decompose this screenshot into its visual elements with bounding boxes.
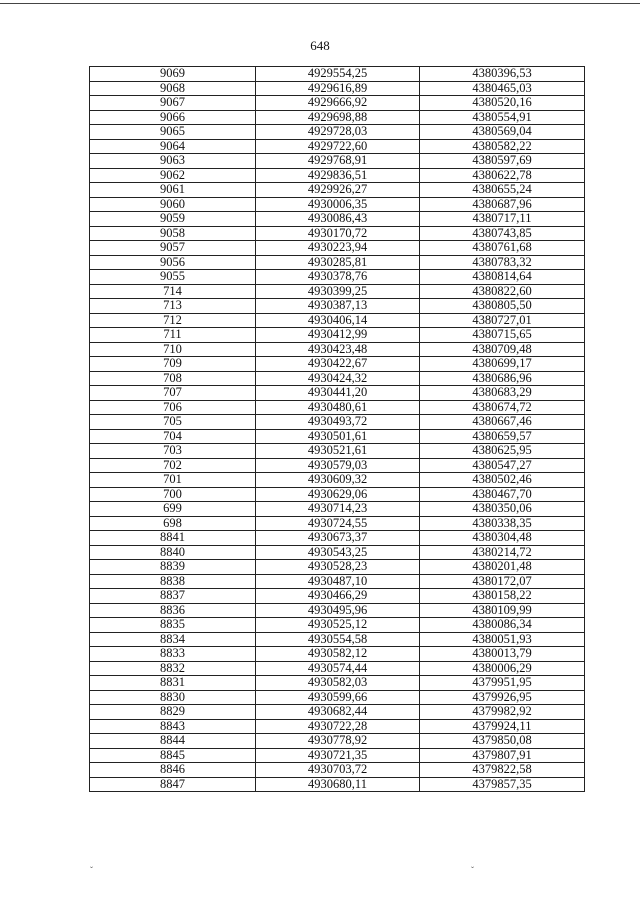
table-row: [90, 226, 585, 241]
table-row: [90, 560, 585, 575]
point-number-cell: 705: [90, 415, 256, 430]
x-coordinate-cell: 4930223,94: [256, 241, 420, 256]
point-number-cell: 8834: [90, 632, 256, 647]
y-coordinate-cell: 4380006,29: [420, 661, 585, 676]
table-row: [90, 212, 585, 227]
table-row: [90, 168, 585, 183]
x-coordinate-cell: 4930680,11: [256, 777, 420, 792]
table-row: [90, 371, 585, 386]
y-coordinate-cell: 4379822,58: [420, 763, 585, 778]
y-coordinate-cell: 4379951,95: [420, 676, 585, 691]
point-number-cell: 9062: [90, 168, 256, 183]
x-coordinate-cell: 4930480,61: [256, 400, 420, 415]
x-coordinate-cell: 4929728,03: [256, 125, 420, 140]
y-coordinate-cell: 4380655,24: [420, 183, 585, 198]
table-row: [90, 589, 585, 604]
point-number-cell: 9069: [90, 67, 256, 82]
point-number-cell: 9065: [90, 125, 256, 140]
table-row: [90, 632, 585, 647]
point-number-cell: 714: [90, 284, 256, 299]
y-coordinate-cell: 4379850,08: [420, 734, 585, 749]
point-number-cell: 8836: [90, 603, 256, 618]
point-number-cell: 8832: [90, 661, 256, 676]
x-coordinate-cell: 4930721,35: [256, 748, 420, 763]
x-coordinate-cell: 4930495,96: [256, 603, 420, 618]
point-number-cell: 8831: [90, 676, 256, 691]
table-row: [90, 81, 585, 96]
point-number-cell: 699: [90, 502, 256, 517]
y-coordinate-cell: 4380520,16: [420, 96, 585, 111]
table-row: [90, 154, 585, 169]
y-coordinate-cell: 4380683,29: [420, 386, 585, 401]
table-row: [90, 618, 585, 633]
table-row: [90, 386, 585, 401]
x-coordinate-cell: 4929768,91: [256, 154, 420, 169]
y-coordinate-cell: 4380822,60: [420, 284, 585, 299]
x-coordinate-cell: 4930629,06: [256, 487, 420, 502]
y-coordinate-cell: 4379926,95: [420, 690, 585, 705]
point-number-cell: 9058: [90, 226, 256, 241]
y-coordinate-cell: 4380465,03: [420, 81, 585, 96]
table-row: [90, 313, 585, 328]
x-coordinate-cell: 4930714,23: [256, 502, 420, 517]
point-number-cell: 8847: [90, 777, 256, 792]
y-coordinate-cell: 4380051,93: [420, 632, 585, 647]
point-number-cell: 8830: [90, 690, 256, 705]
x-coordinate-cell: 4929666,92: [256, 96, 420, 111]
point-number-cell: 9060: [90, 197, 256, 212]
table-row: [90, 429, 585, 444]
y-coordinate-cell: 4380715,65: [420, 328, 585, 343]
x-coordinate-cell: 4930574,44: [256, 661, 420, 676]
point-number-cell: 710: [90, 342, 256, 357]
y-coordinate-cell: 4380761,68: [420, 241, 585, 256]
table-row: [90, 574, 585, 589]
y-coordinate-cell: 4380172,07: [420, 574, 585, 589]
table-row: [90, 67, 585, 82]
y-coordinate-cell: 4380667,46: [420, 415, 585, 430]
point-number-cell: 9068: [90, 81, 256, 96]
x-coordinate-cell: 4930579,03: [256, 458, 420, 473]
table-row: [90, 516, 585, 531]
y-coordinate-cell: 4380597,69: [420, 154, 585, 169]
table-row: [90, 531, 585, 546]
x-coordinate-cell: 4930724,55: [256, 516, 420, 531]
point-number-cell: 9067: [90, 96, 256, 111]
x-coordinate-cell: 4930528,23: [256, 560, 420, 575]
scan-mark-left: ˇ: [90, 865, 93, 875]
table-row: [90, 284, 585, 299]
x-coordinate-cell: 4930554,58: [256, 632, 420, 647]
y-coordinate-cell: 4380502,46: [420, 473, 585, 488]
y-coordinate-cell: 4380338,35: [420, 516, 585, 531]
top-border-line: [0, 3, 640, 4]
table-row: [90, 676, 585, 691]
point-number-cell: 708: [90, 371, 256, 386]
x-coordinate-cell: 4930599,66: [256, 690, 420, 705]
table-row: [90, 357, 585, 372]
y-coordinate-cell: 4380569,04: [420, 125, 585, 140]
table-row: [90, 328, 585, 343]
x-coordinate-cell: 4930424,32: [256, 371, 420, 386]
x-coordinate-cell: 4930722,28: [256, 719, 420, 734]
point-number-cell: 9061: [90, 183, 256, 198]
point-number-cell: 700: [90, 487, 256, 502]
table-row: [90, 661, 585, 676]
x-coordinate-cell: 4930086,43: [256, 212, 420, 227]
y-coordinate-cell: 4380547,27: [420, 458, 585, 473]
table-row: [90, 255, 585, 270]
x-coordinate-cell: 4930673,37: [256, 531, 420, 546]
table-row: [90, 647, 585, 662]
y-coordinate-cell: 4380717,11: [420, 212, 585, 227]
point-number-cell: 9063: [90, 154, 256, 169]
point-number-cell: 8833: [90, 647, 256, 662]
table-row: [90, 96, 585, 111]
table-row: [90, 342, 585, 357]
table-row: [90, 458, 585, 473]
table-row: [90, 705, 585, 720]
y-coordinate-cell: 4380086,34: [420, 618, 585, 633]
x-coordinate-cell: 4930006,35: [256, 197, 420, 212]
y-coordinate-cell: 4380709,48: [420, 342, 585, 357]
coordinates-table-body: [90, 67, 585, 792]
table-row: [90, 777, 585, 792]
point-number-cell: 712: [90, 313, 256, 328]
x-coordinate-cell: 4929836,51: [256, 168, 420, 183]
table-row: [90, 487, 585, 502]
point-number-cell: 9057: [90, 241, 256, 256]
x-coordinate-cell: 4929698,88: [256, 110, 420, 125]
y-coordinate-cell: 4380554,91: [420, 110, 585, 125]
x-coordinate-cell: 4930412,99: [256, 328, 420, 343]
point-number-cell: 9059: [90, 212, 256, 227]
y-coordinate-cell: 4379807,91: [420, 748, 585, 763]
x-coordinate-cell: 4930406,14: [256, 313, 420, 328]
x-coordinate-cell: 4930285,81: [256, 255, 420, 270]
table-row: [90, 734, 585, 749]
x-coordinate-cell: 4930441,20: [256, 386, 420, 401]
page-number: 648: [310, 38, 330, 53]
point-number-cell: 8829: [90, 705, 256, 720]
point-number-cell: 702: [90, 458, 256, 473]
x-coordinate-cell: 4930582,12: [256, 647, 420, 662]
x-coordinate-cell: 4930378,76: [256, 270, 420, 285]
point-number-cell: 8835: [90, 618, 256, 633]
x-coordinate-cell: 4930521,61: [256, 444, 420, 459]
point-number-cell: 8843: [90, 719, 256, 734]
table-row: [90, 125, 585, 140]
table-row: [90, 444, 585, 459]
table-row: [90, 748, 585, 763]
y-coordinate-cell: 4380158,22: [420, 589, 585, 604]
x-coordinate-cell: 4930487,10: [256, 574, 420, 589]
x-coordinate-cell: 4930582,03: [256, 676, 420, 691]
point-number-cell: 707: [90, 386, 256, 401]
y-coordinate-cell: 4380743,85: [420, 226, 585, 241]
point-number-cell: 9066: [90, 110, 256, 125]
y-coordinate-cell: 4380396,53: [420, 67, 585, 82]
point-number-cell: 8844: [90, 734, 256, 749]
table-row: [90, 545, 585, 560]
table-row: [90, 241, 585, 256]
point-number-cell: 709: [90, 357, 256, 372]
x-coordinate-cell: 4930466,29: [256, 589, 420, 604]
point-number-cell: 698: [90, 516, 256, 531]
point-number-cell: 8838: [90, 574, 256, 589]
x-coordinate-cell: 4929616,89: [256, 81, 420, 96]
table-row: [90, 415, 585, 430]
x-coordinate-cell: 4930422,67: [256, 357, 420, 372]
y-coordinate-cell: 4380013,79: [420, 647, 585, 662]
point-number-cell: 8837: [90, 589, 256, 604]
point-number-cell: 8845: [90, 748, 256, 763]
x-coordinate-cell: 4930703,72: [256, 763, 420, 778]
table-row: [90, 400, 585, 415]
table-row: [90, 183, 585, 198]
x-coordinate-cell: 4930543,25: [256, 545, 420, 560]
y-coordinate-cell: 4380467,70: [420, 487, 585, 502]
point-number-cell: 8840: [90, 545, 256, 560]
point-number-cell: 8846: [90, 763, 256, 778]
y-coordinate-cell: 4380699,17: [420, 357, 585, 372]
y-coordinate-cell: 4380687,96: [420, 197, 585, 212]
point-number-cell: 703: [90, 444, 256, 459]
table-row: [90, 299, 585, 314]
table-row: [90, 270, 585, 285]
y-coordinate-cell: 4380350,06: [420, 502, 585, 517]
table-row: [90, 473, 585, 488]
table-row: [90, 110, 585, 125]
x-coordinate-cell: 4930501,61: [256, 429, 420, 444]
point-number-cell: 701: [90, 473, 256, 488]
y-coordinate-cell: 4380674,72: [420, 400, 585, 415]
y-coordinate-cell: 4380214,72: [420, 545, 585, 560]
x-coordinate-cell: 4929722,60: [256, 139, 420, 154]
point-number-cell: 9055: [90, 270, 256, 285]
x-coordinate-cell: 4930493,72: [256, 415, 420, 430]
x-coordinate-cell: 4929554,25: [256, 67, 420, 82]
table-row: [90, 690, 585, 705]
point-number-cell: 713: [90, 299, 256, 314]
y-coordinate-cell: 4380805,50: [420, 299, 585, 314]
point-number-cell: 8841: [90, 531, 256, 546]
point-number-cell: 9064: [90, 139, 256, 154]
x-coordinate-cell: 4930170,72: [256, 226, 420, 241]
y-coordinate-cell: 4380622,78: [420, 168, 585, 183]
y-coordinate-cell: 4379857,35: [420, 777, 585, 792]
table-row: [90, 197, 585, 212]
y-coordinate-cell: 4379982,92: [420, 705, 585, 720]
y-coordinate-cell: 4380686,96: [420, 371, 585, 386]
y-coordinate-cell: 4380582,22: [420, 139, 585, 154]
scan-mark-right: ˇ: [471, 865, 474, 875]
x-coordinate-cell: 4930399,25: [256, 284, 420, 299]
x-coordinate-cell: 4930525,12: [256, 618, 420, 633]
x-coordinate-cell: 4930609,32: [256, 473, 420, 488]
coordinates-table: [89, 66, 585, 792]
y-coordinate-cell: 4380201,48: [420, 560, 585, 575]
point-number-cell: 9056: [90, 255, 256, 270]
y-coordinate-cell: 4380727,01: [420, 313, 585, 328]
point-number-cell: 704: [90, 429, 256, 444]
x-coordinate-cell: 4929926,27: [256, 183, 420, 198]
table-row: [90, 502, 585, 517]
y-coordinate-cell: 4379924,11: [420, 719, 585, 734]
x-coordinate-cell: 4930387,13: [256, 299, 420, 314]
point-number-cell: 706: [90, 400, 256, 415]
y-coordinate-cell: 4380304,48: [420, 531, 585, 546]
y-coordinate-cell: 4380783,32: [420, 255, 585, 270]
table-row: [90, 719, 585, 734]
x-coordinate-cell: 4930423,48: [256, 342, 420, 357]
y-coordinate-cell: 4380109,99: [420, 603, 585, 618]
x-coordinate-cell: 4930778,92: [256, 734, 420, 749]
point-number-cell: 711: [90, 328, 256, 343]
x-coordinate-cell: 4930682,44: [256, 705, 420, 720]
y-coordinate-cell: 4380814,64: [420, 270, 585, 285]
table-row: [90, 139, 585, 154]
y-coordinate-cell: 4380659,57: [420, 429, 585, 444]
y-coordinate-cell: 4380625,95: [420, 444, 585, 459]
point-number-cell: 8839: [90, 560, 256, 575]
table-row: [90, 763, 585, 778]
table-row: [90, 603, 585, 618]
